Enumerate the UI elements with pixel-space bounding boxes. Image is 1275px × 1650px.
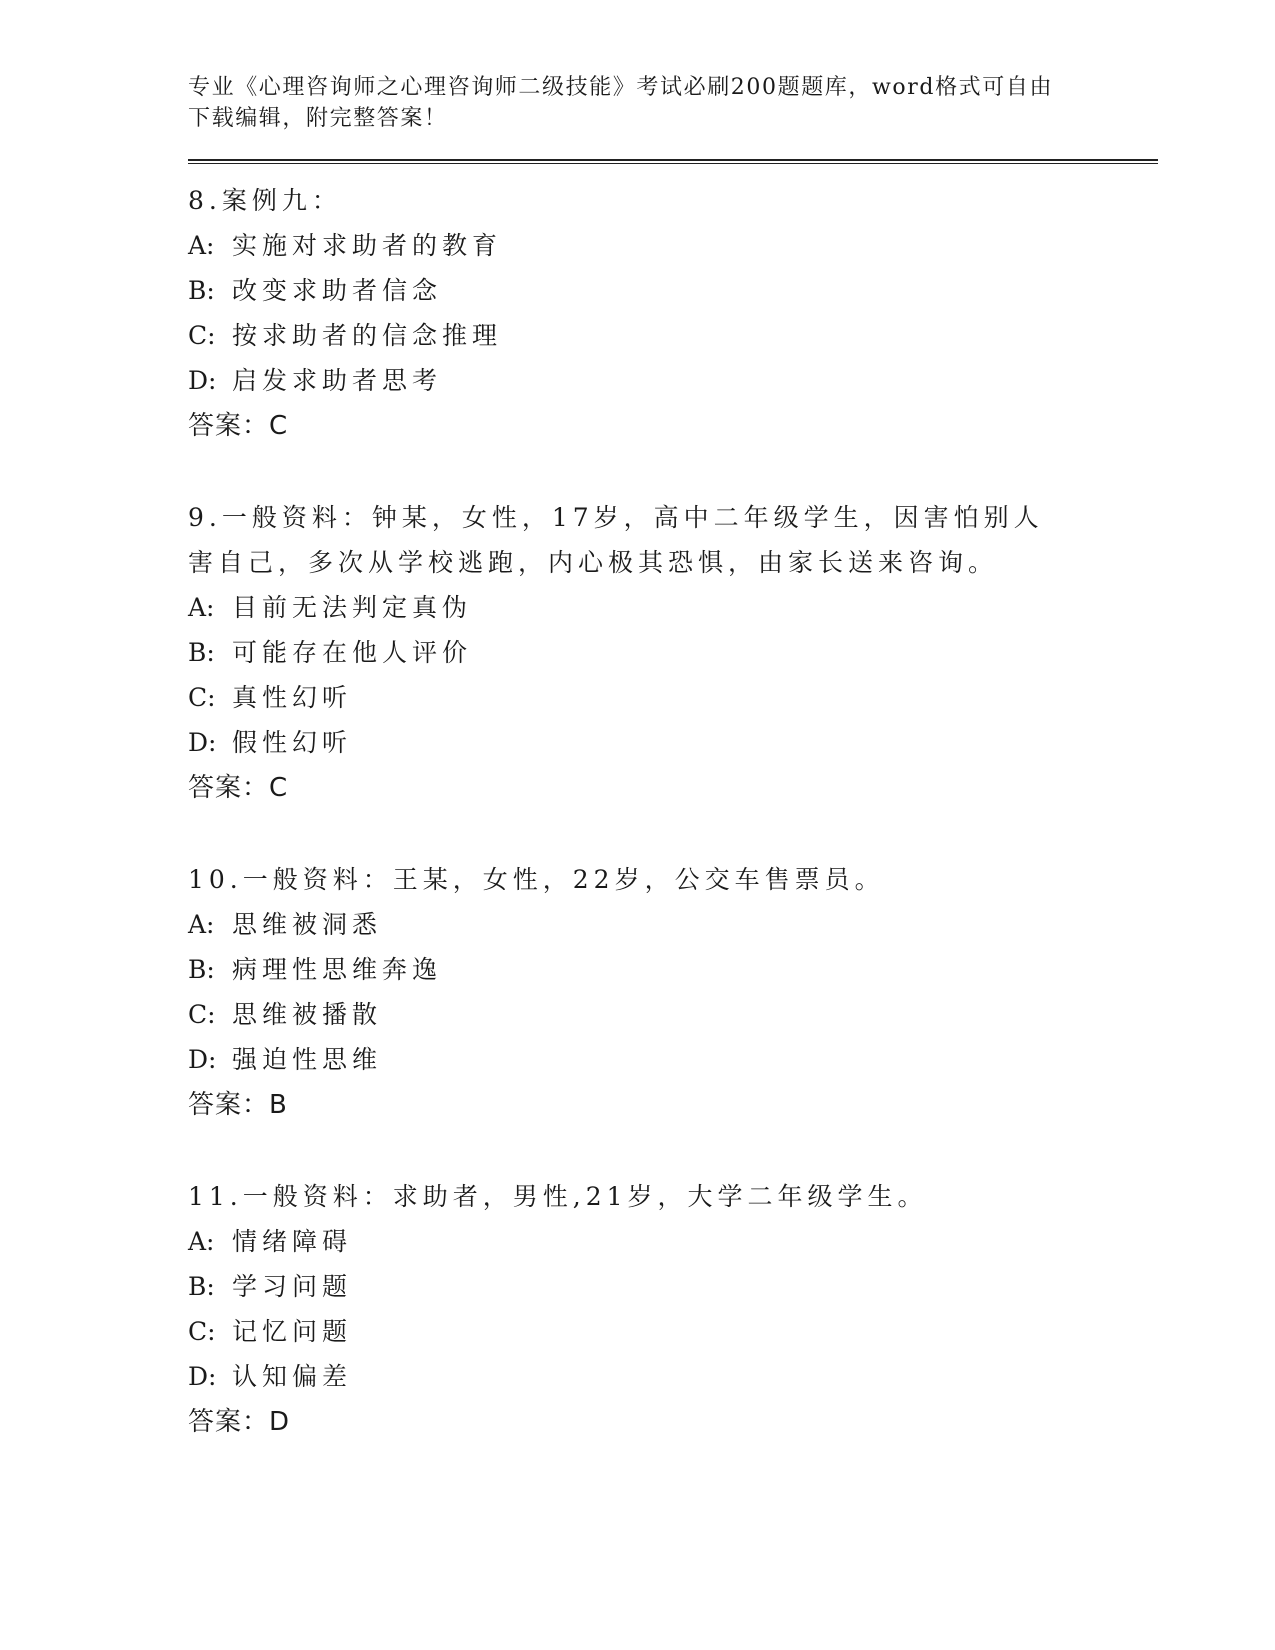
option-a <box>188 223 1158 268</box>
option-text: 病理性思维奔逸 <box>232 955 443 984</box>
question-item <box>188 495 1158 811</box>
question-text: 8.案例九： <box>188 186 342 215</box>
option-text: 情绪障碍 <box>232 1227 353 1256</box>
option-text: 思维被洞悉 <box>232 910 383 939</box>
option-text: 可能存在他人评价 <box>232 638 473 667</box>
question-item <box>188 1174 1158 1445</box>
option-key: C: <box>188 1317 216 1346</box>
option-key: C: <box>188 683 216 712</box>
question-item <box>188 178 1158 449</box>
option-b <box>188 268 1158 313</box>
option-key: A: <box>188 910 215 939</box>
question-item <box>188 857 1158 1128</box>
question-text: 9.一般资料：钟某，女性，17岁，高中二年级学生，因害怕别人害自己，多次从学校逃跑，内心极其恐惧，由家长送来咨询。 <box>188 503 1044 577</box>
question-list <box>188 178 1158 1445</box>
option-text: 按求助者的信念推理 <box>232 321 503 350</box>
answer-line: 答案：C <box>188 411 289 441</box>
option-text: 认知偏差 <box>232 1362 353 1391</box>
answer-line: 答案：B <box>188 1090 288 1120</box>
option-key: C: <box>188 321 216 350</box>
option-b <box>188 947 1158 992</box>
option-text: 启发求助者思考 <box>232 366 443 395</box>
option-text: 真性幻听 <box>232 683 353 712</box>
option-key: A: <box>188 231 215 260</box>
option-text: 强迫性思维 <box>232 1045 383 1074</box>
option-text: 目前无法判定真伪 <box>232 593 473 622</box>
option-d <box>188 1037 1158 1082</box>
option-d <box>188 358 1158 403</box>
option-a <box>188 585 1158 630</box>
answer-line: 答案：C <box>188 773 289 803</box>
option-key: A: <box>188 1227 215 1256</box>
option-text: 实施对求助者的教育 <box>232 231 503 260</box>
option-c <box>188 992 1158 1037</box>
option-key: A: <box>188 593 215 622</box>
option-text: 记忆问题 <box>232 1317 353 1346</box>
option-key: D: <box>188 728 217 757</box>
option-a <box>188 1219 1158 1264</box>
option-c <box>188 675 1158 720</box>
option-key: D: <box>188 1362 217 1391</box>
option-key: B: <box>188 638 215 667</box>
option-b <box>188 1264 1158 1309</box>
option-text: 学习问题 <box>232 1272 353 1301</box>
option-key: D: <box>188 1045 217 1074</box>
option-text: 改变求助者信念 <box>232 276 443 305</box>
option-key: D: <box>188 366 217 395</box>
header-divider <box>188 159 1158 164</box>
option-key: C: <box>188 1000 216 1029</box>
option-c <box>188 1309 1158 1354</box>
option-d <box>188 1354 1158 1399</box>
option-text: 假性幻听 <box>232 728 353 757</box>
option-key: B: <box>188 1272 215 1301</box>
question-text: 10.一般资料：王某，女性，22岁，公交车售票员。 <box>188 865 885 894</box>
option-c <box>188 313 1158 358</box>
question-text: 11.一般资料：求助者，男性,21岁，大学二年级学生。 <box>188 1182 928 1211</box>
option-key: B: <box>188 955 215 984</box>
option-a <box>188 902 1158 947</box>
option-text: 思维被播散 <box>232 1000 383 1029</box>
document-header: 专业《心理咨询师之心理咨询师二级技能》考试必刷200题题库，word格式可自由下载编辑，附完整答案！ <box>188 75 1054 131</box>
option-key: B: <box>188 276 215 305</box>
answer-line: 答案：D <box>188 1407 291 1437</box>
option-b <box>188 630 1158 675</box>
option-d <box>188 720 1158 765</box>
document-page <box>188 72 1158 1491</box>
